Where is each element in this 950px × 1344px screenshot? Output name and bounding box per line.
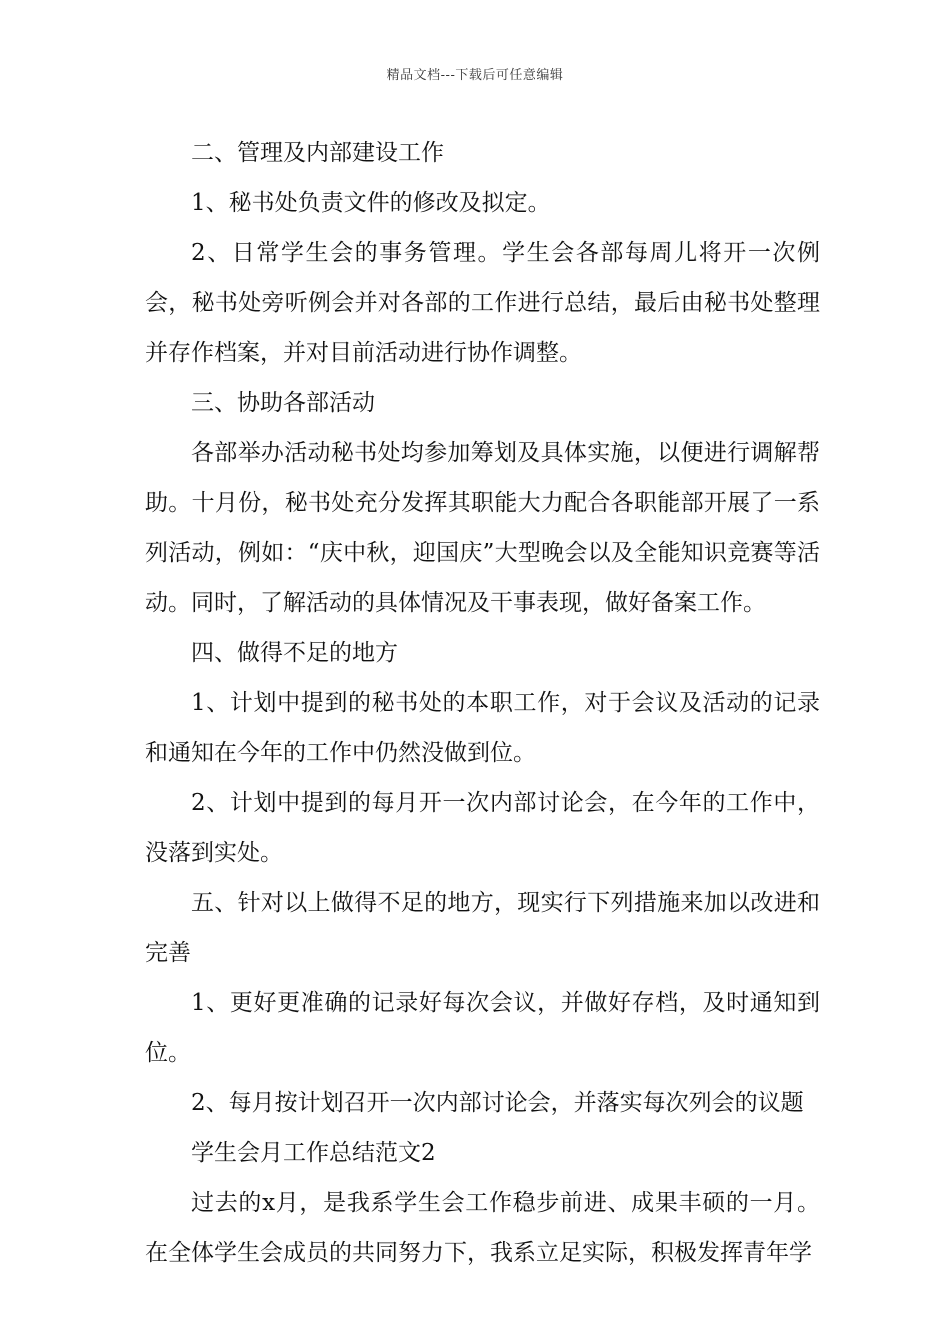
list-item-shortcoming-meetings: 2、计划中提到的每月开一次内部讨论会，在今年的工作中，没落到实处。 [145,790,820,866]
paragraph-sample-2-intro: 过去的x月，是我系学生会工作稳步前进、成果丰硕的一月。在全体学生会成员的共同努力下，我系立足实际，积极发挥青年学 [145,1190,820,1266]
list-item-daily-affairs: 2、日常学生会的事务管理。学生会各部每周儿将开一次例会，秘书处旁听例会并对各部的工作进行总结，最后由秘书处整理并存作档案，并对目前活动进行协作调整。 [145,240,820,366]
section-heading-assist-activities: 三、协助各部活动 [191,390,375,416]
list-item-improve-meetings: 2、每月按计划召开一次内部讨论会，并落实每次列会的议题 [191,1090,804,1116]
list-item-file-drafting: 1、秘书处负责文件的修改及拟定。 [191,190,551,216]
section-heading-management: 二、管理及内部建设工作 [191,140,444,166]
section-heading-improvements: 五、针对以上做得不足的地方，现实行下列措施来加以改进和完善 [145,890,820,966]
paragraph-activities: 各部举办活动秘书处均参加筹划及具体实施，以便进行调解帮助。十月份，秘书处充分发挥其职能大力配合各职能部开展了一系列活动，例如：“庆中秋，迎国庆”大型晚会以及全能知识竞赛等活动。同时，了解活动的具体情况及干事表现，做好备案工作。 [145,440,820,616]
section-title-sample-2: 学生会月工作总结范文2 [191,1140,436,1166]
page-header: 精品文档---下载后可任意编辑 [386,68,564,83]
list-item-improve-records: 1、更好更准确的记录好每次会议，并做好存档，及时通知到位。 [145,990,820,1066]
document-body [145,128,820,1278]
list-item-shortcoming-records: 1、计划中提到的秘书处的本职工作，对于会议及活动的记录和通知在今年的工作中仍然没做到位。 [145,690,820,766]
section-heading-shortcomings: 四、做得不足的地方 [191,640,398,666]
